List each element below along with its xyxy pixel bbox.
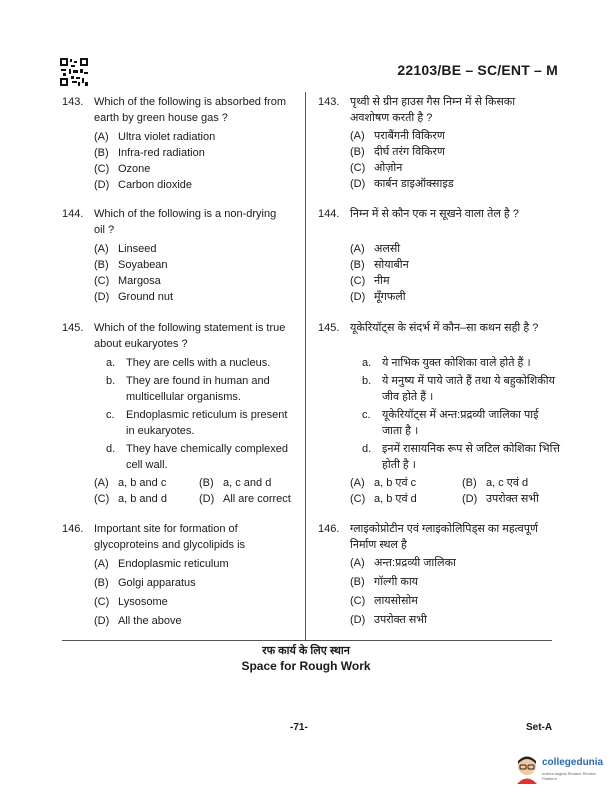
question-text: oil ? [94, 224, 115, 237]
question-number: 143. [62, 96, 84, 108]
answer-option[interactable] [94, 614, 182, 630]
option-label: (B) [94, 576, 109, 589]
answer-option[interactable] [94, 290, 173, 306]
option-label: (D) [199, 493, 215, 506]
option-text: मूँगफली [374, 290, 406, 303]
answer-option[interactable] [94, 595, 168, 611]
statement-label: d. [106, 442, 116, 455]
answer-option[interactable] [350, 290, 406, 306]
answer-option[interactable] [350, 145, 445, 161]
student-avatar-icon [514, 754, 540, 784]
option-text: लायसोसोम [374, 595, 418, 607]
option-text: Carbon dioxide [118, 178, 192, 191]
option-text: Golgi apparatus [118, 576, 196, 589]
statement-text: जाता है । [382, 424, 419, 437]
question-text: निर्माण स्थल है [350, 539, 407, 551]
statement-label: c. [106, 408, 115, 421]
option-label: (D) [350, 178, 366, 190]
option-text: Ground nut [118, 290, 174, 303]
brand-logo [514, 754, 604, 786]
option-text: Linseed [118, 242, 157, 255]
option-label: (C) [94, 162, 110, 175]
option-label: (D) [350, 614, 366, 626]
section-rule [62, 640, 552, 641]
option-text: Ozone [118, 162, 151, 175]
rough-work-title: Space for Rough Work [241, 659, 371, 673]
set-label: Set-A [526, 722, 553, 733]
statement-text: They are cells with a nucleus. [126, 356, 271, 369]
option-label: (C) [350, 595, 366, 607]
question-text: Which of the following statement is true [94, 322, 286, 334]
paper-code: 22103/BE – SC/ENT – M [397, 62, 558, 78]
option-text: सोयाबीन [374, 258, 409, 271]
option-label: (A) [94, 130, 109, 143]
option-label: (C) [350, 162, 366, 174]
option-label: (A) [350, 242, 365, 255]
answer-option[interactable] [350, 613, 427, 629]
statement-text: होती है । [382, 458, 416, 471]
option-text: a, c एवं d [486, 476, 529, 489]
statement-text: multicellular organisms. [126, 390, 241, 403]
question-number: 145. [62, 322, 84, 334]
option-label: (A) [94, 476, 109, 489]
statement-label: b. [106, 374, 116, 387]
option-text: a, c and d [223, 476, 272, 489]
option-text: a, b एवं d [374, 493, 417, 505]
option-label: (C) [350, 493, 366, 505]
answer-option[interactable] [199, 492, 291, 508]
answer-option[interactable] [94, 242, 157, 258]
brand-tagline: India's largest Student Review Platform [542, 771, 596, 781]
option-text: Lysosome [118, 595, 168, 608]
option-text: नीम [374, 274, 390, 287]
page-number: -71- [290, 722, 308, 733]
option-text: उपरोक्त सभी [374, 614, 427, 626]
question-text: पृथ्वी से ग्रीन हाउस गैस निम्न में से किसका [350, 96, 516, 108]
option-label: (A) [94, 242, 109, 255]
question-text: अवशोषण करती है ? [350, 112, 433, 124]
statement-label: d. [362, 442, 372, 455]
question-text: earth by green house gas ? [94, 112, 228, 125]
option-label: (C) [94, 274, 110, 287]
question-number: 143. [318, 96, 340, 108]
option-label: (B) [199, 476, 214, 489]
option-label: (B) [350, 146, 365, 158]
question-number: 146. [318, 523, 340, 535]
question-text: glycoproteins and glycolipids is [94, 539, 246, 552]
statement-label: a. [362, 356, 372, 369]
option-text: ओज़ोन [374, 162, 403, 174]
answer-option[interactable] [350, 258, 409, 274]
answer-option[interactable] [350, 556, 456, 572]
option-text: All the above [118, 614, 182, 627]
statement-label: a. [106, 356, 116, 369]
question-number: 146. [62, 523, 84, 535]
answer-option[interactable] [94, 162, 150, 178]
brand-name: collegedunia [542, 757, 604, 768]
answer-option[interactable] [462, 492, 539, 508]
answer-option[interactable] [94, 576, 196, 592]
option-text: Margosa [118, 274, 161, 287]
answer-option[interactable] [94, 476, 166, 492]
statement-text: They are found in human and [126, 374, 270, 387]
option-label: (A) [94, 557, 109, 570]
answer-option[interactable] [94, 557, 229, 573]
statement-text: जीव होते हैं । [382, 390, 434, 403]
option-label: (B) [94, 258, 109, 271]
question-text: यूकेरियॉट्स के संदर्भ में कौन–सा कथन सही है ? [350, 322, 539, 334]
option-text: गॉल्गी काय [374, 576, 419, 588]
answer-option[interactable] [350, 161, 402, 177]
statement-text: cell wall. [126, 458, 168, 471]
statement-text: ये नाभिक युक्त कोशिका वाले होते हैं । [382, 356, 531, 369]
answer-option[interactable] [350, 492, 417, 508]
question-text: निम्न में से कौन एक न सूखने वाला तेल है ? [350, 208, 519, 220]
answer-option[interactable] [94, 130, 215, 146]
question-text: Important site for formation of [94, 523, 238, 535]
option-label: (C) [350, 274, 366, 287]
answer-option[interactable] [94, 492, 167, 508]
option-text: Infra-red radiation [118, 146, 205, 159]
option-label: (A) [350, 130, 365, 142]
statement-text: Endoplasmic reticulum is present [126, 408, 288, 421]
answer-option[interactable] [94, 258, 168, 274]
option-text: पराबैंगनी विकिरण [374, 130, 445, 142]
option-text: Endoplasmic reticulum [118, 557, 229, 570]
statement-text: इनमें रासायनिक रूप से जटिल कोशिका भित्ति [382, 442, 561, 455]
question-text: ग्लाइकोप्रोटीन एवं ग्लाइकोलिपिड्स का महत्वपूर्ण [350, 523, 538, 535]
answer-option[interactable] [462, 476, 528, 492]
question-text: Which of the following is absorbed from [94, 96, 286, 108]
question-text: about eukaryotes ? [94, 338, 188, 351]
option-text: दीर्घ तरंग विकिरण [374, 146, 445, 158]
qr-code [60, 58, 88, 86]
answer-option[interactable] [350, 594, 418, 610]
answer-option[interactable] [94, 274, 161, 290]
question-number: 144. [62, 208, 84, 220]
answer-option[interactable] [94, 178, 192, 194]
statement-label: c. [362, 408, 371, 421]
answer-option[interactable] [350, 242, 400, 258]
question-text: Which of the following is a non-drying [94, 208, 277, 220]
option-label: (D) [94, 290, 110, 303]
option-label: (D) [350, 290, 366, 303]
option-label: (B) [94, 146, 109, 159]
option-text: Ultra violet radiation [118, 130, 216, 143]
option-text: a, b and d [118, 493, 167, 506]
option-text: a, b एवं c [374, 476, 417, 489]
option-label: (D) [94, 614, 110, 627]
option-text: Soyabean [118, 258, 168, 271]
answer-option[interactable] [199, 476, 271, 492]
statement-text: in eukaryotes. [126, 424, 195, 437]
answer-option[interactable] [350, 476, 416, 492]
answer-option[interactable] [350, 274, 390, 290]
option-label: (A) [350, 476, 365, 489]
option-label: (C) [94, 493, 110, 506]
answer-option[interactable] [94, 146, 205, 162]
option-label: (D) [94, 178, 110, 191]
option-text: अलसी [374, 242, 401, 255]
option-label: (C) [94, 595, 110, 608]
option-text: उपरोक्त सभी [486, 493, 539, 505]
answer-option[interactable] [350, 129, 445, 145]
option-label: (A) [350, 557, 365, 569]
option-text: All are correct [223, 493, 291, 506]
option-label: (D) [462, 493, 478, 505]
statement-label: b. [362, 374, 372, 387]
column-divider [305, 92, 306, 640]
answer-option[interactable] [350, 177, 454, 193]
question-number: 145. [318, 322, 340, 334]
option-label: (B) [350, 576, 365, 588]
option-text: अन्त:प्रद्रव्यी जालिका [374, 557, 456, 569]
question-number: 144. [318, 208, 340, 220]
statement-text: ये मनुष्य में पाये जाते हैं तथा ये बहुकोशिकीय [382, 374, 555, 387]
statement-text: यूकेरियॉट्स में अन्त:प्रद्रव्यी जालिका पाई [382, 408, 539, 421]
answer-option[interactable] [350, 575, 418, 591]
statement-text: They have chemically complexed [126, 442, 289, 455]
rough-work-title-hindi: रफ कार्य के लिए स्थान [262, 645, 350, 657]
option-text: a, b and c [118, 476, 167, 489]
option-text: कार्बन डाइऑक्साइड [374, 178, 454, 190]
option-label: (B) [350, 258, 365, 271]
option-label: (B) [462, 476, 477, 489]
